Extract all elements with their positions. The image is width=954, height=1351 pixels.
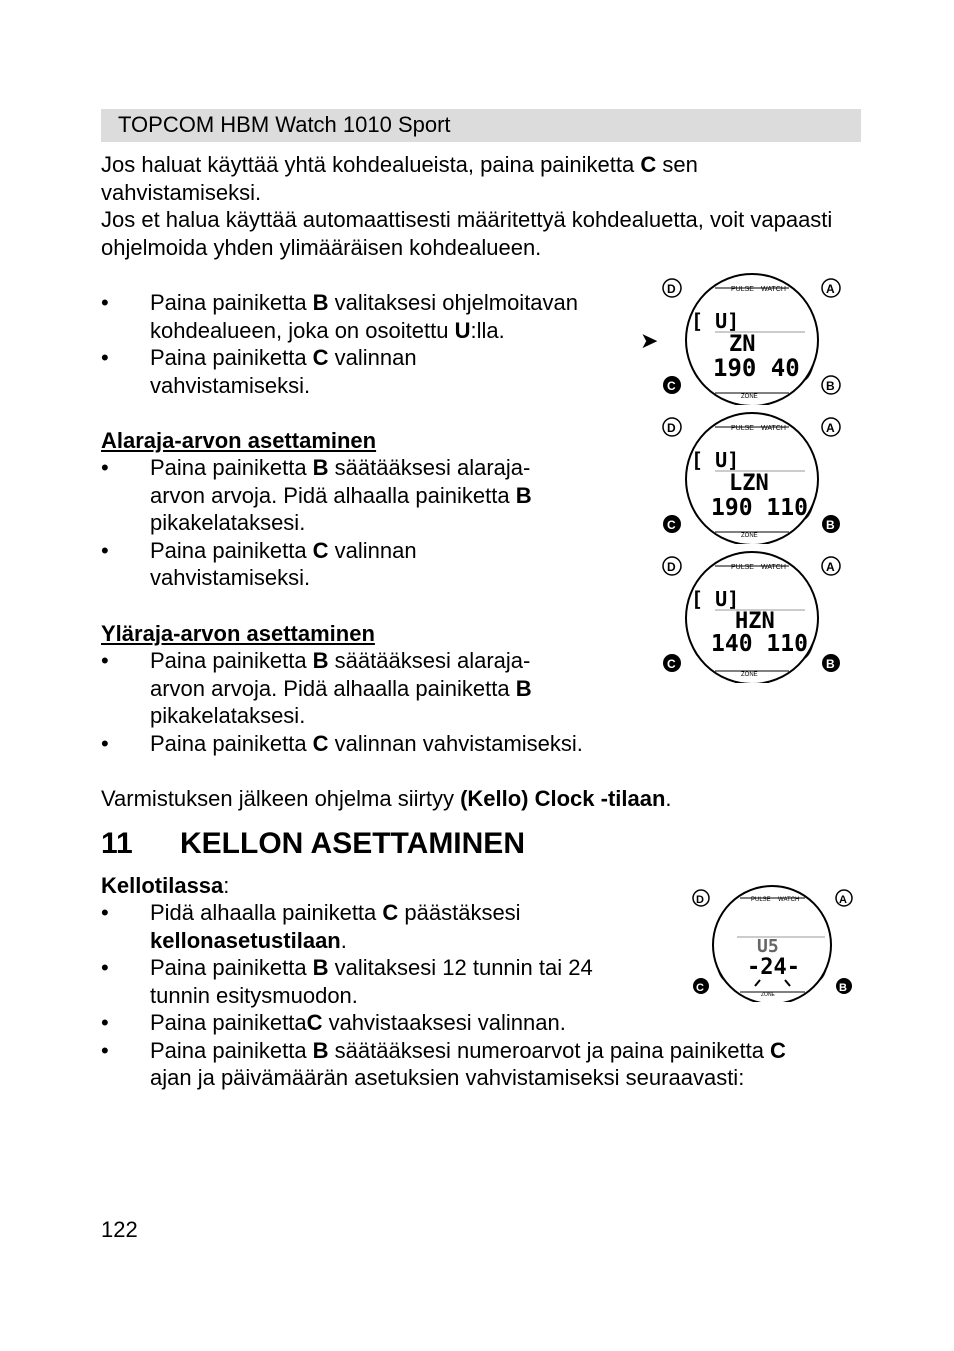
text: tunnin esitysmuodon. — [150, 982, 358, 1008]
button-ref: B — [312, 290, 329, 315]
button-b-label: B — [839, 982, 847, 994]
button-ref: U — [454, 317, 471, 343]
button-a-icon — [836, 890, 852, 906]
button-b-label: B — [826, 518, 835, 532]
button-c-icon — [663, 376, 681, 394]
button-d-label: D — [667, 421, 676, 435]
watch-mid-display: HZN — [735, 609, 775, 634]
list-item — [101, 730, 661, 758]
watch-mid-display: LZN — [729, 471, 769, 496]
text: :lla. — [470, 317, 505, 343]
list-item — [101, 1009, 861, 1037]
text: vahvistamiseksi. — [150, 565, 311, 590]
text: sen vahvistamiseksi. — [101, 152, 698, 205]
bullet: • — [101, 345, 109, 370]
list-item — [101, 454, 621, 537]
text: Kellotilassa — [101, 873, 224, 898]
brand-right: WATCH — [778, 897, 800, 903]
brand-left: PULSE — [731, 564, 754, 571]
text: Paina painiketta — [150, 955, 313, 980]
watch-illustration-1 — [655, 270, 850, 405]
text: valitaksesi 12 tunnin tai 24 — [328, 955, 593, 980]
list-item — [101, 537, 621, 592]
button-ref: C — [640, 152, 657, 177]
mode-label — [101, 872, 401, 900]
button-b-icon — [836, 978, 852, 994]
button-ref: C — [312, 730, 329, 756]
bullet-list-1 — [101, 289, 621, 399]
text: ajan ja päivämäärän asetuksien vahvistamiseksi seuraavasti: — [150, 1065, 745, 1090]
text: Paina painiketta — [150, 290, 313, 315]
button-b-label: B — [826, 379, 835, 393]
watch-top-display: [ U] — [691, 309, 740, 333]
button-ref: C — [382, 900, 399, 925]
text: . — [665, 786, 672, 811]
button-c-label: C — [667, 379, 676, 393]
text: valinnan — [328, 537, 417, 563]
button-b-icon — [822, 376, 840, 394]
button-d-icon — [663, 418, 681, 436]
text: Paina painiketta — [150, 537, 313, 563]
text: : — [223, 873, 230, 898]
button-ref: C — [770, 1037, 786, 1063]
text: säätääksesi numeroarvot ja paina painiketta — [328, 1037, 771, 1063]
text: kohdealueen, joka on osoitettu — [150, 317, 455, 343]
button-a-label: A — [839, 894, 847, 906]
list-item — [101, 344, 621, 399]
button-ref: B — [515, 482, 532, 508]
text: päästäksesi — [398, 900, 521, 925]
button-d-label: D — [667, 282, 676, 296]
text: Paina painiketta — [150, 455, 313, 480]
brand-right: WATCH — [761, 286, 786, 293]
watch-bottom-display: 190 40 — [713, 354, 800, 382]
text: vahvistamiseksi. — [150, 372, 311, 398]
text: arvon arvoja. Pidä alhaalla painiketta — [150, 482, 516, 508]
section-title: KELLON ASETTAMINEN — [180, 827, 525, 860]
bullet: • — [101, 648, 109, 673]
button-d-icon — [693, 890, 709, 906]
bullet: • — [101, 1010, 109, 1035]
watch-bottom-display: 190 110 — [711, 495, 808, 521]
bullet: • — [101, 537, 109, 563]
button-ref: B — [515, 675, 532, 701]
text: pikakelataksesi. — [150, 703, 306, 728]
button-c-icon — [663, 515, 681, 533]
bullet: • — [101, 955, 109, 980]
text: Varmistuksen jälkeen ohjelma siirtyy — [101, 786, 461, 811]
button-c-label: C — [696, 982, 704, 994]
watch-illustration-2 — [655, 409, 850, 544]
button-c-icon — [693, 978, 709, 994]
text: Paina painiketta — [150, 730, 313, 756]
button-a-icon — [822, 557, 840, 575]
text: kellonasetustilaan — [150, 927, 341, 953]
subheading-lower: Alaraja-arvon asettaminen — [101, 428, 377, 453]
bullet-list-upper — [101, 647, 661, 757]
watch-mid-display: ZN — [729, 332, 756, 357]
button-ref: C — [312, 537, 329, 563]
bullet: • — [101, 730, 109, 756]
list-item — [101, 289, 621, 344]
text: . — [340, 927, 347, 953]
button-d-icon — [663, 279, 681, 297]
button-d-label: D — [667, 560, 676, 574]
bullet: • — [101, 900, 109, 925]
button-a-icon — [822, 279, 840, 297]
section-number: 11 — [101, 827, 133, 860]
bullet: • — [101, 455, 109, 480]
button-ref: B — [312, 955, 329, 980]
button-c-label: C — [667, 657, 676, 671]
watch-bottom-display: -24- — [747, 955, 800, 980]
button-d-label: D — [696, 894, 704, 906]
button-b-label: B — [826, 657, 835, 671]
watch-illustration-3 — [655, 548, 850, 683]
brand-right: WATCH — [761, 425, 786, 432]
zone-label: ZONE — [741, 394, 758, 400]
button-c-label: C — [667, 518, 676, 532]
button-a-label: A — [826, 282, 835, 296]
watch-top-display: U5 — [757, 936, 779, 957]
button-ref: B — [312, 1037, 329, 1063]
header-title: TOPCOM HBM Watch 1010 Sport — [118, 112, 451, 137]
zone-label: ZONE — [741, 672, 758, 678]
text: Jos et halua käyttää automaattisesti määritettyä kohdealuetta, voit vapaasti ohjelmoida yhden ylimääräisen kohdealueen. — [101, 207, 833, 260]
button-a-icon — [822, 418, 840, 436]
list-item — [101, 647, 661, 730]
watch-top-display: [ U] — [691, 587, 740, 611]
text: säätääksesi alaraja- — [328, 648, 531, 673]
brand-left: PULSE — [731, 286, 754, 293]
button-ref: B — [312, 648, 329, 673]
bullet: • — [101, 290, 109, 315]
text: Paina painiketta — [150, 1037, 313, 1063]
text: Paina painiketta — [150, 1010, 307, 1035]
text: pikakelataksesi. — [150, 510, 306, 535]
text: valinnan — [328, 345, 417, 370]
brand-left: PULSE — [731, 425, 754, 432]
watch-bottom-display: 140 110 — [711, 631, 808, 657]
zone-label: ZONE — [741, 533, 758, 539]
text: Pidä alhaalla painiketta — [150, 900, 383, 925]
zone-label: ZONE — [761, 992, 775, 998]
button-d-icon — [663, 557, 681, 575]
text: Paina painiketta — [150, 345, 313, 370]
button-a-label: A — [826, 421, 835, 435]
button-b-icon — [822, 654, 840, 672]
intro-paragraph — [101, 151, 861, 261]
subheading-upper: Yläraja-arvon asettaminen — [101, 621, 375, 646]
section-heading — [101, 826, 525, 862]
button-ref: C — [306, 1010, 323, 1035]
button-b-icon — [822, 515, 840, 533]
button-c-icon — [663, 654, 681, 672]
list-item — [101, 1037, 861, 1092]
bullet-list-lower — [101, 454, 621, 592]
text: valitaksesi ohjelmoitavan — [328, 290, 579, 315]
mode-ref: (Kello) Clock -tilaan — [460, 786, 666, 811]
text: valinnan vahvistamiseksi. — [328, 730, 583, 756]
after-paragraph — [101, 785, 861, 813]
text: Paina painiketta — [150, 648, 313, 673]
button-ref: B — [312, 455, 329, 480]
watch-illustration-4 — [685, 882, 860, 1002]
text: arvon arvoja. Pidä alhaalla painiketta — [150, 675, 516, 701]
text: Jos haluat käyttää yhtä kohdealueista, paina painiketta — [101, 152, 641, 177]
watch-top-display: [ U] — [691, 448, 740, 472]
button-ref: C — [312, 345, 329, 370]
page-number: 122 — [101, 1217, 138, 1242]
button-a-label: A — [826, 560, 835, 574]
brand-right: WATCH — [761, 564, 786, 571]
pointer-arrow-icon: ➤ — [640, 328, 659, 353]
text: vahvistaaksesi valinnan. — [322, 1010, 566, 1035]
bullet: • — [101, 1037, 109, 1063]
brand-left: PULSE — [751, 897, 771, 903]
text: säätääksesi alaraja- — [328, 455, 531, 480]
